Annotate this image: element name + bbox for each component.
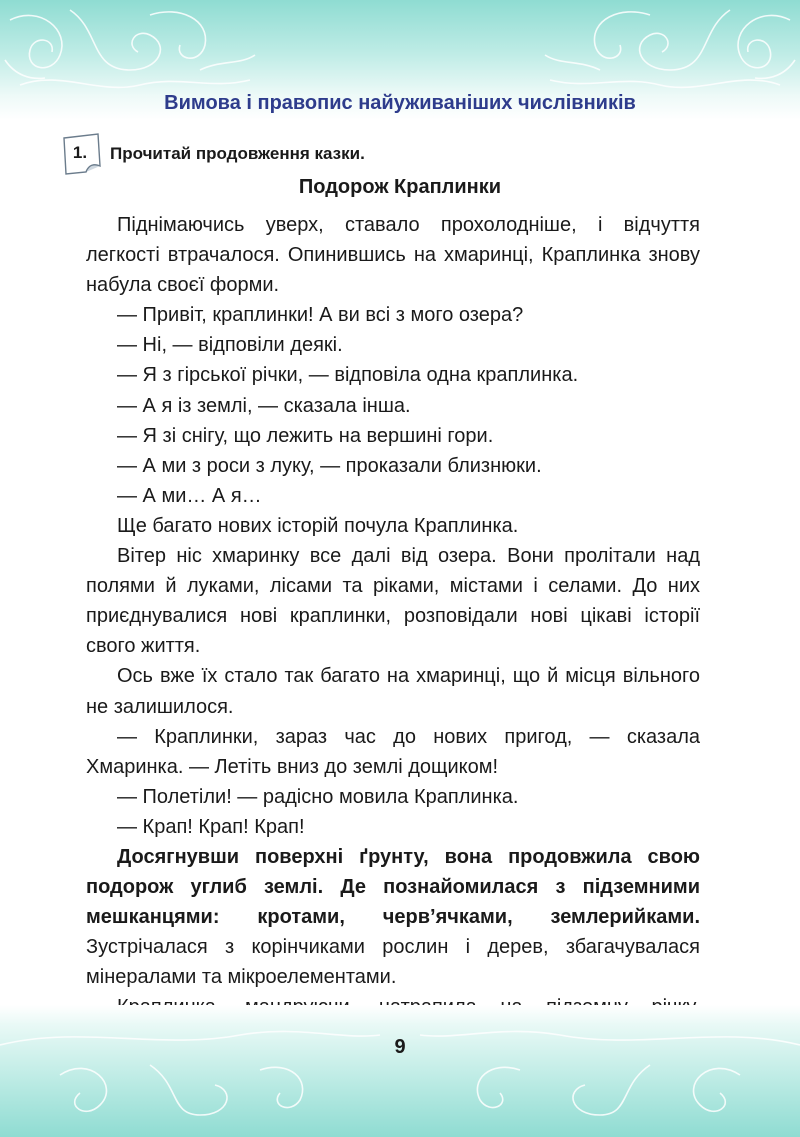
section-heading: Вимова і правопис найуживаніших числівників [164, 92, 636, 114]
story-paragraph: Ще багато нових історій почула Краплинка. [117, 514, 519, 537]
story-paragraph: — А ми з роси з луку, — проказали близнюки. [117, 454, 542, 477]
task-header [60, 130, 660, 180]
story-paragraph: — Привіт, краплинки! А ви всі з мого озера? [117, 304, 524, 327]
task-number: 1. [72, 143, 88, 162]
page-number: 9 [394, 1036, 406, 1058]
bottom-decorative-band [0, 1005, 800, 1137]
story-paragraph: — Краплинки, зараз час до нових пригод, — сказала Хмаринка. — Летіть вниз до землі дощиком! [86, 725, 700, 778]
regular-text: Зустрічалася з корінчиками рослин і дерев, збагачувалася мінералами та мікроелементами. [86, 936, 700, 989]
story-paragraph: — Полетіли! — радісно мовила Краплинка. [117, 785, 519, 808]
story-body [86, 210, 700, 1023]
story-paragraph: — А я із землі, — сказала інша. [117, 394, 411, 417]
story-paragraph: — Ні, — відповіли деякі. [117, 334, 343, 357]
story-paragraph: Вітер ніс хмаринку все далі від озера. Вони пролітали над полями й луками, лісами та ріками, містами і селами. До них приєднувалися нові краплинки, розповідали нові цікаві історії свого життя. [86, 545, 700, 658]
story-paragraph: — Крап! Крап! Крап! [117, 815, 305, 838]
story-paragraph: — А ми… А я… [117, 484, 262, 507]
story-paragraph: Ось вже їх стало так багато на хмаринці, що й місця вільного не залишилося. [86, 665, 700, 718]
story-title: Подорож Краплинки [298, 176, 502, 198]
story-paragraph: Піднімаючись уверх, ставало прохолодніше, і відчуття легкості втрачалося. Опинившись на хмаринці, Краплинка знову набула своєї форми. [86, 214, 700, 297]
task-instruction: Прочитай продовження казки. [110, 144, 365, 163]
story-paragraph: — Я зі снігу, що лежить на вершині гори. [117, 424, 494, 447]
story-paragraph-mixed [86, 842, 700, 992]
bold-text: Досягнувши поверхні ґрунту, вона продовжила свою подорож углиб землі. Де познайомилася з підземними мешканцями: кротами, черв’ячками, землерийками. [86, 845, 700, 929]
bottom-floral-ornament [0, 1005, 800, 1137]
story-paragraph: — Я з гірської річки, — відповіла одна краплинка. [117, 364, 579, 387]
